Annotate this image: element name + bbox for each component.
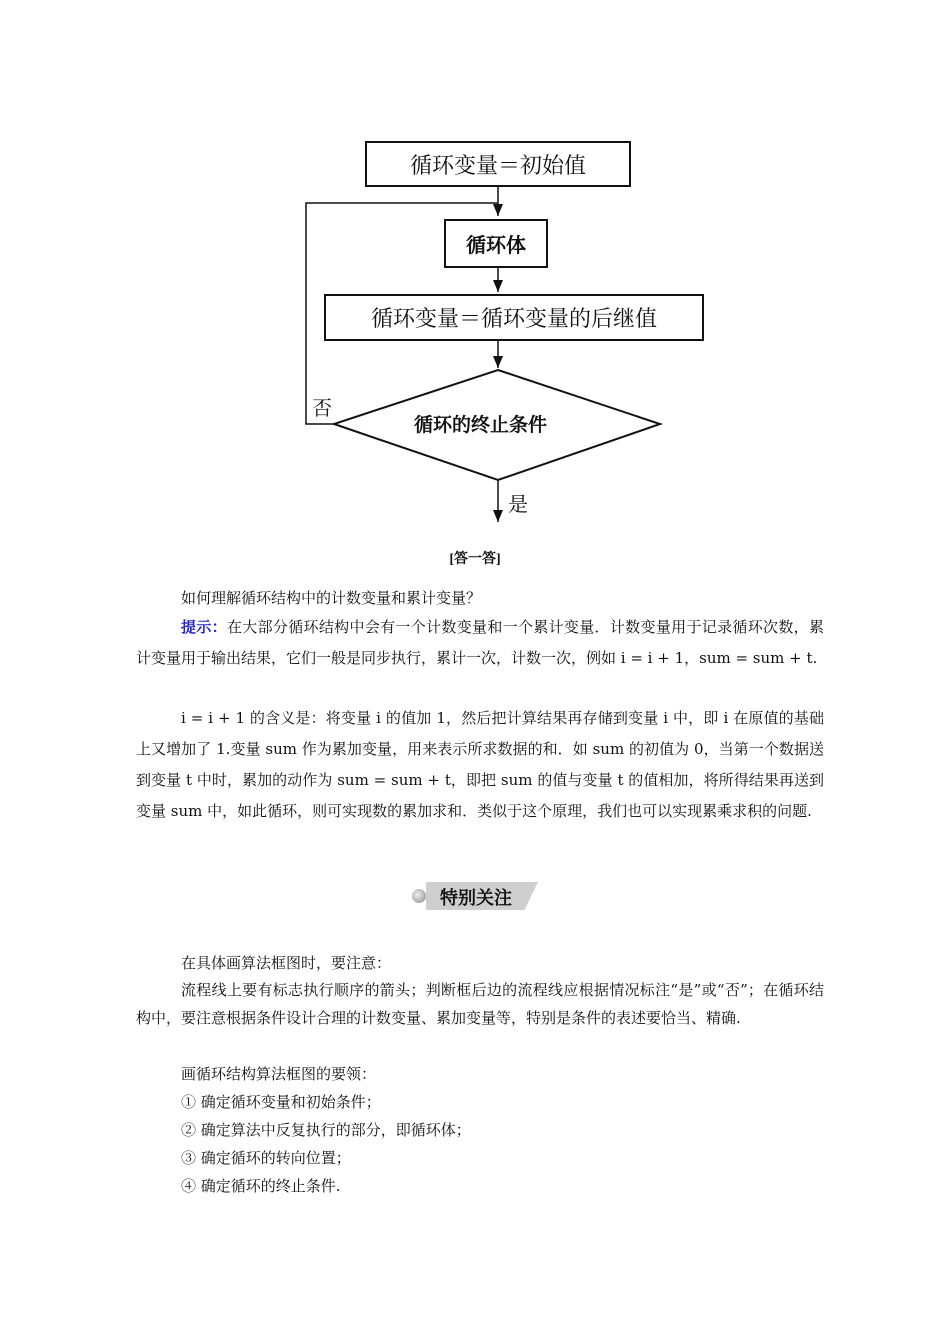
banner-dot-icon: [412, 889, 426, 903]
update-box-label: 循环变量＝循环变量的后继值: [370, 307, 657, 332]
hint-paragraph: [136, 612, 824, 674]
explanation-paragraph: i = i + 1 的含义是：将变量 i 的值加 1，然后把计算结果再存储到变量 i 中，即 i 在原值的基础上又增加了 1.变量 sum 作为累加变量，用来表示所求数据的和．如 sum 的初值为 0，当第一个数据送到变量 t 中时，累加的动作为 sum = sum + t，即把 sum 的值与变量 t 的值相加，将所得结果再送到变量 sum 中，如此循环，则可实现数的累加求和．类似于这个原理，我们也可以实现累乘求积的问题.: [136, 709, 824, 820]
loop-flowchart: [290, 130, 690, 530]
key-point-2: ② 确定算法中反复执行的部分，即循环体；: [181, 1121, 471, 1139]
hint-text: 在大部分循环结构中会有一个计数变量和一个累计变量．计数变量用于记录循环次数，累计变量用于输出结果，它们一般是同步执行，累计一次，计数一次，例如 i = i + 1，sum = sum + t.: [136, 618, 824, 667]
yes-label: 是: [508, 492, 528, 516]
notes-intro: 在具体画算法框图时，要注意：: [181, 954, 392, 972]
banner-title: 特别关注: [440, 888, 512, 909]
update-box: [324, 294, 704, 341]
caption: [答一答]: [449, 552, 501, 567]
key-point-3: ③ 确定循环的转向位置；: [181, 1149, 351, 1167]
init-box-label: 循环变量＝初始值: [409, 153, 586, 179]
question: 如何理解循环结构中的计数变量和累计变量？: [181, 589, 482, 607]
hint-label: 提示：: [181, 618, 227, 636]
special-attention-banner: [412, 880, 538, 912]
key-point-4: ④ 确定循环的终止条件.: [181, 1177, 341, 1195]
loop-body-label: 循环体: [466, 233, 526, 257]
condition-label: 循环的终止条件: [414, 414, 548, 436]
init-box: [365, 141, 631, 187]
no-label: 否: [312, 396, 332, 420]
loop-body-box: [444, 219, 548, 268]
key-point-1: ① 确定循环变量和初始条件；: [181, 1093, 381, 1111]
key-points-title: 画循环结构算法框图的要领：: [181, 1065, 377, 1083]
notes-paragraph: 流程线上要有标志执行顺序的箭头；判断框后边的流程线应根据情况标注“是”或“否”；在循环结构中，要注意根据条件设计合理的计数变量、累加变量等，特别是条件的表述要恰当、精确.: [136, 981, 824, 1027]
